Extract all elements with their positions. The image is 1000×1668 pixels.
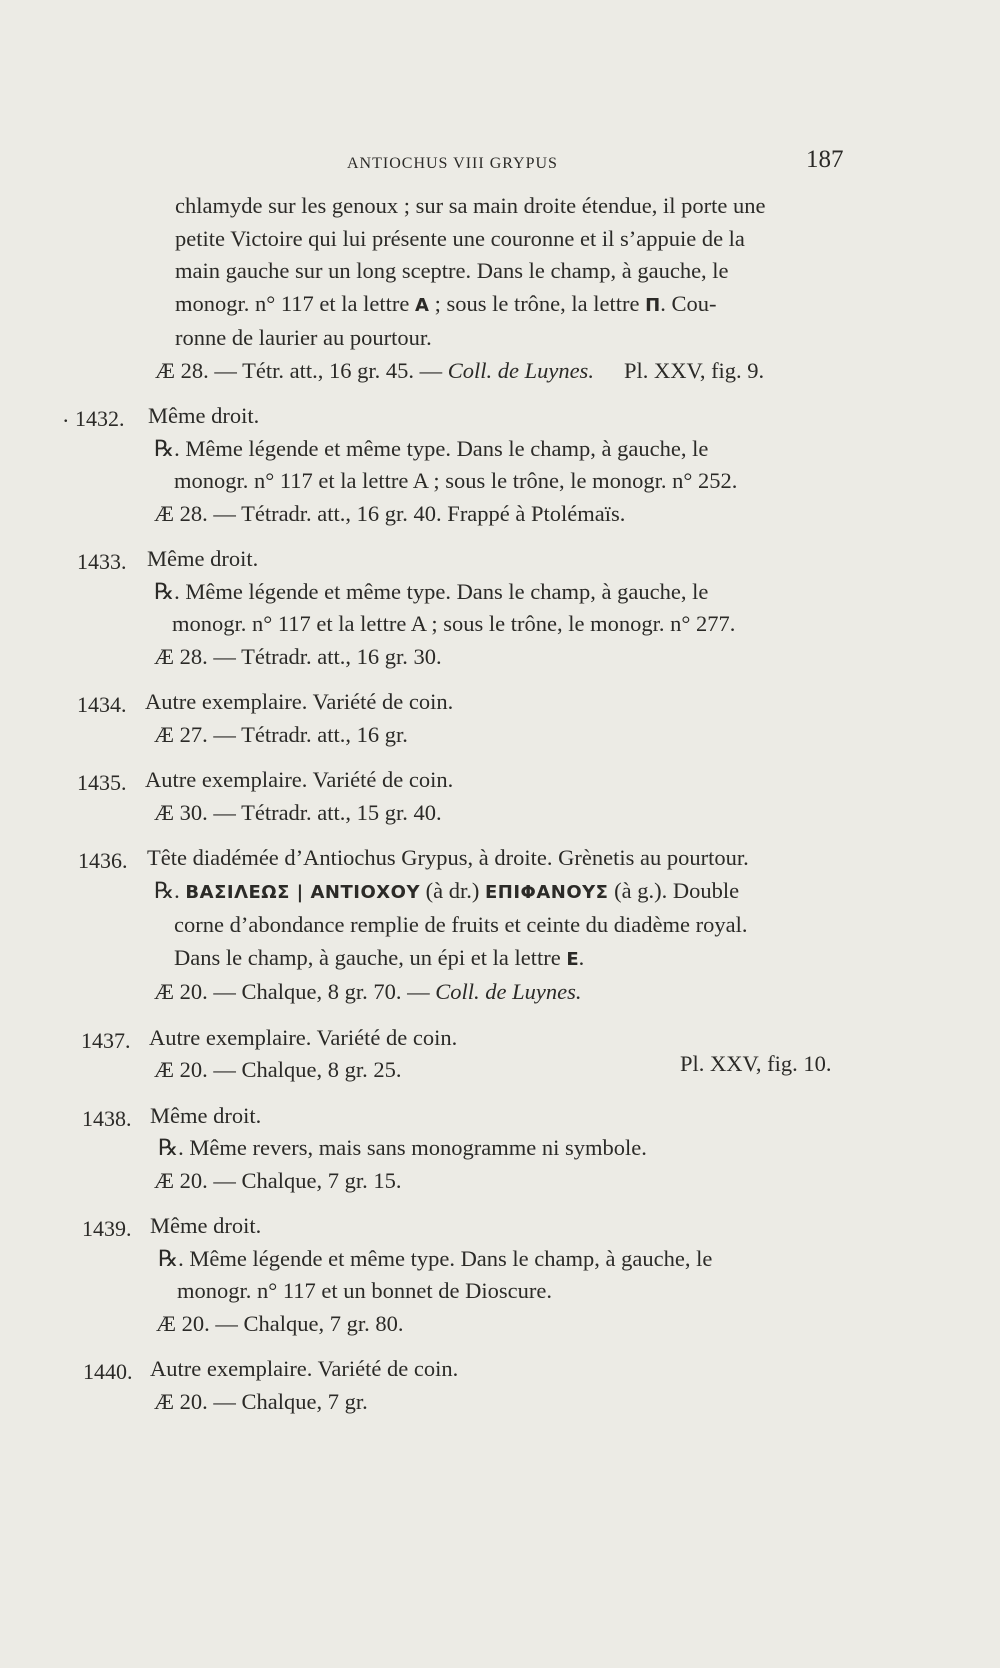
reverse-text: corne d’abondance remplie de fruits et ceinte du diadème royal.	[174, 912, 748, 937]
catalogue-content	[60, 190, 860, 1418]
catalogue-entry	[60, 1022, 860, 1087]
reverse-text: ℞. Même légende et même type. Dans le champ, à gauche, le	[158, 1245, 713, 1271]
reference-line: Æ 20. — Chalque, 7 gr. 15.	[154, 1167, 402, 1193]
entry-number: 1438.	[82, 1105, 132, 1131]
text-line: monogr. n° 117 et la lettre A ; sous le trône, la lettre Π. Cou-	[175, 290, 717, 316]
reference-line: Æ 27. — Tétradr. att., 16 gr.	[154, 721, 408, 747]
obverse-text: Autre exemplaire. Variété de coin.	[145, 689, 454, 714]
obverse-text: Tête diadémée d’Antiochus Grypus, à droite. Grènetis au pourtour.	[147, 845, 749, 870]
catalogue-entry	[60, 1210, 860, 1340]
catalogue-entry	[60, 842, 860, 1009]
reference-line: Æ 28. — Tétr. att., 16 gr. 45. — Coll. de Luynes. Pl. XXV, fig. 9.	[155, 357, 765, 383]
running-header-title: ANTIOCHUS VIII GRYPUS	[347, 155, 558, 172]
obverse-text: Même droit.	[150, 1102, 262, 1128]
text-line: main gauche sur un long sceptre. Dans le champ, à gauche, le	[175, 258, 729, 283]
plate-reference: Pl. XXV, fig. 10.	[680, 1051, 832, 1076]
reverse-text: monogr. n° 117 et la lettre A ; sous le trône, le monogr. n° 252.	[174, 468, 738, 493]
entry-number: 1432.	[75, 406, 125, 431]
entry-number: 1435.	[77, 770, 127, 795]
catalogue-entry	[60, 543, 860, 673]
reference-line: Æ 28. — Tétradr. att., 16 gr. 30.	[154, 643, 442, 669]
continued-entry	[60, 190, 860, 387]
catalogue-entry	[60, 1100, 860, 1198]
reverse-text: ℞. Même légende et même type. Dans le champ, à gauche, le	[154, 435, 709, 461]
reverse-text: ℞. Même légende et même type. Dans le champ, à gauche, le	[154, 578, 709, 604]
text-line: petite Victoire qui lui présente une couronne et il s’appuie de la	[175, 225, 745, 251]
obverse-text: Même droit.	[150, 1213, 262, 1238]
catalogue-entry	[60, 764, 860, 829]
reference-line: Æ 20. — Chalque, 8 gr. 70. — Coll. de Luynes.	[154, 979, 582, 1004]
entry-number: 1437.	[81, 1027, 131, 1053]
margin-dot: ·	[62, 408, 70, 433]
text-line: ronne de laurier au pourtour.	[175, 325, 432, 350]
entry-number: 1440.	[83, 1359, 133, 1384]
reverse-text: ℞. ΒΑΣΙΛΕΩΣ | ΑΝΤΙΟΧΟΥ (à dr.) ΕΠΙΦΑΝΟΥΣ (à g.). Double	[154, 877, 740, 903]
greek-legend: ΕΠΙΦΑΝΟΥΣ	[484, 881, 609, 903]
entry-number: 1433.	[77, 549, 127, 574]
reference-line: Æ 28. — Tétradr. att., 16 gr. 40. Frappé à Ptolémaïs.	[154, 500, 626, 526]
reverse-text: monogr. n° 117 et la lettre A ; sous le trône, le monogr. n° 277.	[172, 611, 736, 636]
catalogue-entry	[60, 686, 860, 751]
entry-number: 1439.	[82, 1216, 132, 1241]
catalogue-entry	[60, 400, 860, 530]
reference-line: Æ 30. — Tétradr. att., 15 gr. 40.	[154, 799, 442, 825]
obverse-text: Autre exemplaire. Variété de coin.	[145, 767, 454, 792]
obverse-text: Même droit.	[148, 403, 260, 428]
page-number: 187	[806, 146, 844, 173]
reference-line: Æ 20. — Chalque, 7 gr.	[154, 1388, 368, 1414]
obverse-text: Autre exemplaire. Variété de coin.	[150, 1356, 459, 1381]
catalogue-entry	[60, 1353, 860, 1418]
text-line: chlamyde sur les genoux ; sur sa main droite étendue, il porte une	[175, 193, 766, 218]
entry-number: 1436.	[78, 848, 128, 873]
reverse-text: ℞. Même revers, mais sans monogramme ni symbole.	[158, 1135, 647, 1160]
obverse-text: Autre exemplaire. Variété de coin.	[149, 1024, 458, 1050]
reference-line: Æ 20. — Chalque, 7 gr. 80.	[156, 1310, 404, 1336]
reverse-text: monogr. n° 117 et un bonnet de Dioscure.	[177, 1278, 552, 1303]
entry-number: 1434.	[77, 692, 127, 717]
obverse-text: Même droit.	[147, 546, 259, 571]
reverse-text: Dans le champ, à gauche, un épi et la lettre E.	[174, 944, 585, 970]
reference-line: Æ 20. — Chalque, 8 gr. 25. Pl. XXV, fig. 10.	[60, 1054, 860, 1087]
greek-legend: ΒΑΣΙΛΕΩΣ | ΑΝΤΙΟΧΟΥ	[185, 881, 420, 903]
